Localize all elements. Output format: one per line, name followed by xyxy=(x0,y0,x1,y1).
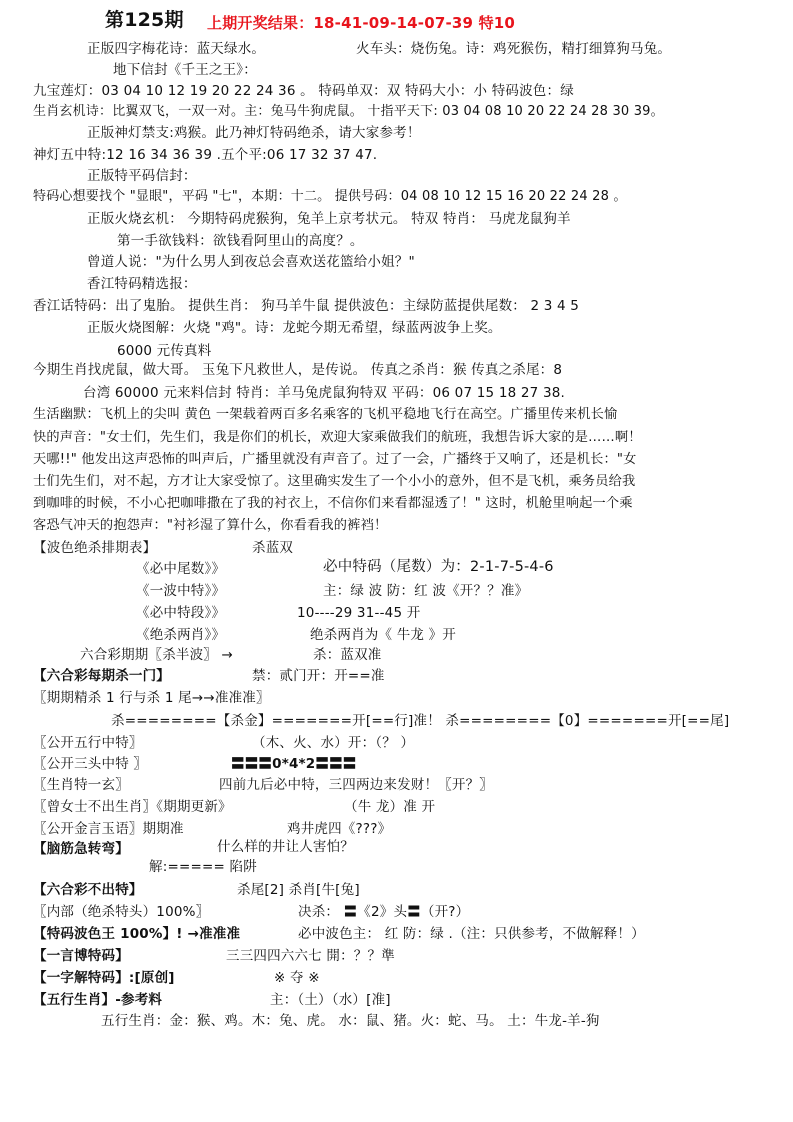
text-line: 鸡井虎四《???》 xyxy=(287,821,392,837)
text-line: 台湾 60000 元来料信封 特肖：羊马兔虎鼠狗特双 平码：06 07 15 18 27 38. xyxy=(83,385,566,401)
text-line: 士们先生们，对不起，方才让大家受惊了。这里确实发生了一个小小的意外，但不是飞机，乘务员给我 xyxy=(33,474,636,489)
text-line: （牛 龙）准 开 xyxy=(344,799,436,815)
text-line: 到咖啡的时候，不小心把咖啡撒在了我的衬衣上，不信你们来看都湿透了！" 这时，机舱里响起一个乘 xyxy=(33,496,633,511)
text-line: 正版火烧图解：火烧 "鸡"。诗：龙蛇今期无希望，绿蓝两波争上奖。 xyxy=(87,320,502,336)
text-line: 香江话特码：出了鬼胎。 提供生肖： 狗马羊牛鼠 提供波色：主绿防蓝提供尾数： 2 3 4 5 xyxy=(33,298,580,314)
text-line: 火车头：烧伤兔。诗：鸡死猴伤，精打细算狗马兔。 xyxy=(356,41,672,57)
text-line: 香江特码精选报： xyxy=(87,276,197,292)
section-heading: 〖公开三头中特 〗 xyxy=(33,756,148,772)
text-line: 《绝杀两肖》》 xyxy=(136,627,226,643)
text-line: 绝杀两肖为《 牛龙 》开 xyxy=(310,627,456,643)
section-heading: 〖曾女士不出生肖〗《期期更新》 xyxy=(33,799,232,815)
text-line: 生肖玄机诗：比翼双飞，一双一对。主：兔马牛狗虎鼠。 十指平天下: 03 04 08 10 20 22 24 28 30 39。 xyxy=(33,104,664,119)
text-line: 主：绿 波 防：红 波《开？？准》 xyxy=(323,583,529,599)
text-line: （木、火、水）开：（？ ） xyxy=(252,735,415,751)
text-line: 地下信封《千王之王》： xyxy=(113,62,257,78)
text-line: 〓〓〓0*4*2〓〓〓 xyxy=(231,756,357,772)
text-line: 第一手欲钱料：欲钱看阿里山的高度？。 xyxy=(117,233,364,249)
text-line: 《必中特段》》 xyxy=(136,605,226,621)
section-heading: 【六合彩每期杀一门】 xyxy=(33,668,170,684)
text-line: 六合彩期期〖杀半波〗 → xyxy=(80,647,234,663)
text-line: 天哪!!" 他发出这声恐怖的叫声后，广播里就没有声音了。过了一会，广播终于又响了，还是机长："女 xyxy=(33,452,637,467)
text-line: 九宝莲灯：03 04 10 12 19 20 22 24 36 。 特码单双：双 特码大小：小 特码波色：绿 xyxy=(33,83,574,99)
section-heading: 〖期期精杀 1 行与杀 1 尾→→准准准〗 xyxy=(33,690,270,706)
text-line: 正版特平码信封： xyxy=(87,168,197,184)
text-line: 今期生肖找虎鼠，做大哥。 玉兔下凡救世人，是传说。 传真之杀肖：猴 传真之杀尾：8 xyxy=(33,362,563,378)
text-line: 神灯五中特:12 16 34 36 39 .五个平:06 17 32 37 47. xyxy=(33,147,378,163)
section-heading: 〖内部（绝杀特头）100%〗 xyxy=(33,904,210,920)
section-heading: 〖生肖特一玄〗 xyxy=(33,777,129,793)
text-line: 必中波色主： 红 防：绿 .（注：只供参考，不做解释！） xyxy=(298,926,645,942)
text-line: 杀：蓝双准 xyxy=(313,647,382,663)
section-heading: 〖公开五行中特〗 xyxy=(33,735,143,751)
text-line: 快的声音："女士们，先生们，我是你们的机长，欢迎大家乘做我们的航班，我想告诉大家的是……啊！ xyxy=(33,430,642,445)
section-heading: 【脑筋急转弯】 xyxy=(33,841,129,857)
section-heading: 【五行生肖】-参考料 xyxy=(33,992,163,1008)
text-line: 五行生肖：金：猴、鸡。木：兔、虎。 水：鼠、猪。火：蛇、马。 土：牛龙-羊-狗 xyxy=(101,1013,600,1029)
text-line: 生活幽默：飞机上的尖叫 黄色 一架载着两百多名乘客的飞机平稳地飞行在高空。广播里传来机长愉 xyxy=(33,407,618,422)
section-heading: 【一字解特码】:[原创] xyxy=(33,970,175,986)
text-line: 杀尾[2] 杀肖[牛[兔] xyxy=(237,882,360,898)
text-line: 禁：贰门开：开==准 xyxy=(252,668,385,684)
text-line: 杀蓝双 xyxy=(252,540,294,556)
section-heading: 〖公开金言玉语〗期期准 xyxy=(33,821,184,837)
text-line: 《一波中特》》 xyxy=(136,583,226,599)
text-line: 主：（土）（水）[准] xyxy=(270,992,391,1008)
text-line: 6000 元传真料 xyxy=(117,343,212,359)
text-line: 三三四四六六七 開：？？準 xyxy=(226,948,395,964)
text-line: 正版四字梅花诗：蓝天绿水。 xyxy=(87,41,266,57)
section-heading: 【波色绝杀排期表】 xyxy=(33,540,157,556)
text-line: 决杀： 〓《2》头〓（开?） xyxy=(298,904,470,920)
text-line: 四前九后必中特，三四两边来发财！〖开？〗 xyxy=(219,777,493,793)
text-line: 《必中尾数》》 xyxy=(136,561,226,577)
section-heading: 【一言博特码】 xyxy=(33,948,129,964)
text-line: 特码心想要找个 "显眼"，平码 "七"，本期：十二。 提供号码：04 08 10 12 15 16 20 22 24 28 。 xyxy=(33,189,627,204)
text-line: ※ 夺 ※ xyxy=(274,970,320,986)
text-line: 10----29 31--45 开 xyxy=(297,605,421,621)
text-line: 曾道人说："为什么男人到夜总会喜欢送花篮给小姐？" xyxy=(87,254,415,270)
text-line: 正版神灯禁支:鸡猴。此乃神灯特码绝杀，请大家参考！ xyxy=(87,125,421,141)
text-line: 正版火烧玄机： 今期特码虎猴狗，兔羊上京考状元。 特双 特肖： 马虎龙鼠狗羊 xyxy=(87,211,571,227)
section-heading: 【特码波色王 100%】! →准准准 xyxy=(33,926,241,942)
text-line: 客恐气冲天的抱怨声："衬衫湿了算什么，你看看我的裤裆！ xyxy=(33,518,388,533)
text-line: 杀========【杀金】=======开[==行]准！ 杀========【0】=======开[==尾] xyxy=(111,713,730,729)
issue-title: 第125期 xyxy=(105,9,184,31)
section-heading: 【六合彩不出特】 xyxy=(33,882,143,898)
last-draw-result: 上期开奖结果：18-41-09-14-07-39 特10 xyxy=(207,14,516,32)
text-line: 解:===== 陷阱 xyxy=(149,859,257,875)
text-line: 必中特码（尾数）为：2-1-7-5-4-6 xyxy=(323,559,554,575)
text-line: 什么样的井让人害怕？ xyxy=(217,839,354,855)
